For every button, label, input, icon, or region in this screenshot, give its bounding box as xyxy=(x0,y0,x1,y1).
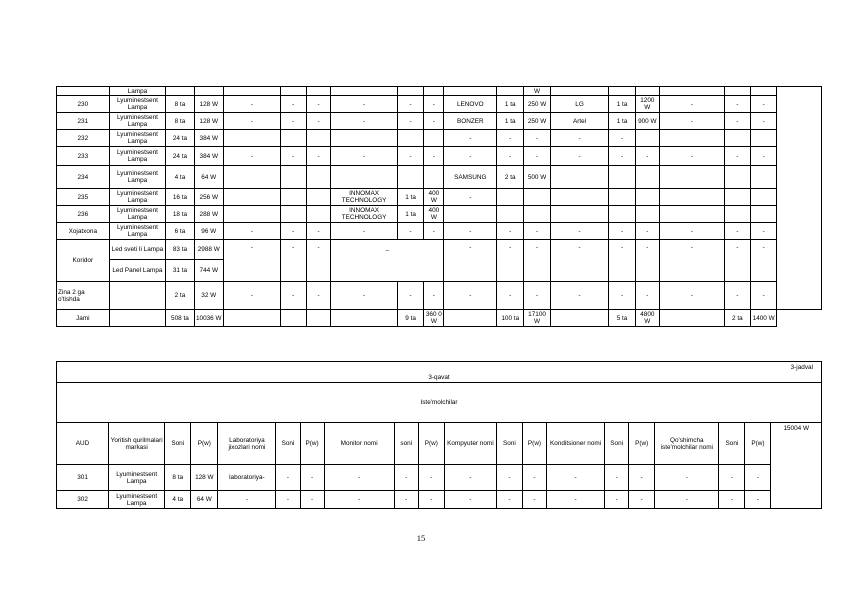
table-cell: Laboratoriya jixozlari nomi xyxy=(218,423,276,465)
table-cell: Soni xyxy=(165,423,191,465)
table-cell: - xyxy=(280,223,306,240)
table-cell: - xyxy=(444,465,496,491)
table-cell: - xyxy=(424,113,444,130)
table-cell: AUD xyxy=(57,423,109,465)
table-cell: 2 ta xyxy=(724,310,750,327)
table-cell: - xyxy=(635,282,659,310)
table-cell: - xyxy=(724,282,750,310)
table-cell: - xyxy=(306,147,330,166)
table-cell: - xyxy=(496,465,522,491)
table-cell: - xyxy=(280,240,306,282)
table-cell: Monitor nomi xyxy=(324,423,394,465)
table-cell: 1 ta xyxy=(397,206,423,223)
table-cell: - xyxy=(418,491,444,509)
table-cell: Lyuminestsent Lampa xyxy=(109,147,166,166)
table-cell xyxy=(550,310,609,327)
table-cell: - xyxy=(659,96,724,113)
table-cell: 15004 W xyxy=(771,423,822,509)
table-cell: 1 ta xyxy=(397,189,423,206)
table-cell: Koridor xyxy=(57,240,110,282)
table-row xyxy=(57,491,822,509)
table-cell xyxy=(444,206,497,223)
table-row xyxy=(57,130,822,147)
table-row xyxy=(57,87,822,96)
table-cell: 8 ta xyxy=(166,113,194,130)
table-cell xyxy=(635,166,659,189)
table-cell: 128 W xyxy=(194,113,223,130)
table-cell xyxy=(424,166,444,189)
table-cell: - xyxy=(223,240,280,282)
table-cell: 900 W xyxy=(635,113,659,130)
table-cell: - xyxy=(497,130,524,147)
table-cell: - xyxy=(331,96,398,113)
table-cell: 83 ta xyxy=(166,240,194,260)
table-cell: - xyxy=(418,465,444,491)
table-cell: - xyxy=(751,147,777,166)
table-cell: Soni xyxy=(496,423,522,465)
table-cell: 250 W xyxy=(524,113,550,130)
table-cell: 360 0 W xyxy=(424,310,444,327)
table-row xyxy=(57,383,822,423)
table-cell: - xyxy=(635,147,659,166)
table-cell: 400 W xyxy=(424,206,444,223)
table-cell: 128 W xyxy=(194,96,223,113)
table-cell: - xyxy=(300,491,324,509)
table-cell: - xyxy=(550,223,609,240)
table-cell: - xyxy=(751,240,777,282)
table-cell: INNOMAX TECHNOLOGY xyxy=(331,206,398,223)
table-cell: - xyxy=(751,223,777,240)
table-cell: - xyxy=(444,240,497,282)
table-cell xyxy=(109,310,166,327)
table-cell xyxy=(331,130,398,147)
table-row xyxy=(57,362,822,383)
section-title: Iste'molchilar xyxy=(57,383,822,423)
table-cell: - xyxy=(547,491,605,509)
table-cell: - xyxy=(497,282,524,310)
table-cell: - xyxy=(223,113,280,130)
table-cell: 2 ta xyxy=(497,166,524,189)
table-cell: 256 W xyxy=(194,189,223,206)
table-cell: - xyxy=(751,96,777,113)
table-cell: Lyuminestsent Lampa xyxy=(109,130,166,147)
table-cell: - xyxy=(324,491,394,509)
table-cell: 16 ta xyxy=(166,189,194,206)
table-cell xyxy=(223,130,280,147)
table-cell: 1 ta xyxy=(497,113,524,130)
table-cell: - xyxy=(223,147,280,166)
table-cell xyxy=(223,166,280,189)
table-cell: 8 ta xyxy=(165,465,191,491)
table-cell: Led sveti li Lampa xyxy=(109,240,166,260)
table-row xyxy=(57,206,822,223)
table-cell: - xyxy=(306,113,330,130)
table-cell: - xyxy=(497,240,524,282)
table-cell xyxy=(659,310,724,327)
table-cell: P(w) xyxy=(191,423,218,465)
table-cell xyxy=(331,166,398,189)
table-cell: - xyxy=(444,491,496,509)
table-cell: - xyxy=(424,147,444,166)
table-cell: - xyxy=(550,240,609,282)
table-cell: - xyxy=(306,282,330,310)
table-cell: - xyxy=(724,147,750,166)
table-cell: 4 ta xyxy=(165,491,191,509)
page-number: 15 xyxy=(416,533,426,543)
table-cell: 8 ta xyxy=(166,96,194,113)
table-cell: 2 ta xyxy=(166,282,194,310)
table-cell: - xyxy=(306,240,330,282)
table-cell: 24 ta xyxy=(166,147,194,166)
consumers-table-floor2 xyxy=(56,86,822,327)
table-cell: - xyxy=(659,223,724,240)
table-cell: - xyxy=(444,130,497,147)
table-cell: - xyxy=(444,223,497,240)
table-cell: - xyxy=(745,465,771,491)
table-cell xyxy=(635,206,659,223)
table-cell: 236 xyxy=(57,206,110,223)
table-cell: 1400 W xyxy=(751,310,777,327)
table-cell: Soni xyxy=(605,423,629,465)
table-row xyxy=(57,223,822,240)
table-cell xyxy=(280,130,306,147)
table-cell xyxy=(550,206,609,223)
table-cell: Lyuminestsent Lampa xyxy=(109,96,166,113)
table-cell: - xyxy=(394,491,418,509)
table-cell: 234 xyxy=(57,166,110,189)
table-cell: - xyxy=(424,282,444,310)
table-cell: Lyuminestsent Lampa xyxy=(109,465,165,491)
table-cell: - xyxy=(629,491,655,509)
table-cell: - xyxy=(609,240,635,282)
table-cell: _ xyxy=(331,240,444,282)
table-cell: 231 xyxy=(57,113,110,130)
table-cell xyxy=(751,130,777,147)
table-cell: Xojatxona xyxy=(57,223,110,240)
table-cell: - xyxy=(724,113,750,130)
table-cell: - xyxy=(397,223,423,240)
table-cell: 17100 W xyxy=(524,310,550,327)
table-cell xyxy=(280,310,306,327)
table-row xyxy=(57,147,822,166)
table-cell: - xyxy=(719,491,745,509)
table-cell xyxy=(280,166,306,189)
table-cell: - xyxy=(524,240,550,282)
table-cell xyxy=(444,310,497,327)
table-cell xyxy=(280,189,306,206)
table-cell xyxy=(397,166,423,189)
table-cell: 1 ta xyxy=(609,113,635,130)
table-caption: 3-jadval xyxy=(790,364,813,371)
table-cell xyxy=(609,166,635,189)
table-cell: - xyxy=(444,282,497,310)
table-cell: soni xyxy=(394,423,418,465)
table-cell: 2988 W xyxy=(194,240,223,260)
table-cell: - xyxy=(223,223,280,240)
table-cell: P(w) xyxy=(300,423,324,465)
table-cell xyxy=(724,189,750,206)
table-cell: - xyxy=(751,113,777,130)
table-row xyxy=(57,465,822,491)
table-cell: - xyxy=(605,491,629,509)
table-cell: 232 xyxy=(57,130,110,147)
table-cell xyxy=(306,310,330,327)
table-cell: 1 ta xyxy=(609,96,635,113)
table-cell: Qo'shimcha iste'molchilar nomi xyxy=(655,423,719,465)
table-cell: - xyxy=(306,96,330,113)
table-cell: P(w) xyxy=(418,423,444,465)
table-cell: - xyxy=(547,465,605,491)
table-cell: - xyxy=(522,491,546,509)
table-cell: - xyxy=(394,465,418,491)
table-cell: - xyxy=(724,240,750,282)
table-cell xyxy=(659,189,724,206)
table-cell: Jami xyxy=(57,310,110,327)
table-cell xyxy=(609,189,635,206)
table-cell: 384 W xyxy=(194,130,223,147)
table-cell: 302 xyxy=(57,491,109,509)
table-cell: 5 ta xyxy=(609,310,635,327)
table-cell: - xyxy=(280,147,306,166)
table-cell: - xyxy=(424,223,444,240)
table-cell: P(w) xyxy=(522,423,546,465)
table-cell: - xyxy=(524,223,550,240)
table-cell: - xyxy=(223,96,280,113)
table-cell: - xyxy=(550,282,609,310)
table-cell: - xyxy=(324,465,394,491)
table-cell: - xyxy=(276,465,300,491)
table-cell: - xyxy=(280,113,306,130)
table-cell: - xyxy=(444,147,497,166)
table-cell xyxy=(397,130,423,147)
table-cell xyxy=(306,206,330,223)
table-cell: 24 ta xyxy=(166,130,194,147)
table-cell: - xyxy=(635,223,659,240)
table-cell: Lyuminestsent Lampa xyxy=(109,491,165,509)
table-cell: - xyxy=(719,465,745,491)
table-cell xyxy=(223,206,280,223)
table-row xyxy=(57,189,822,206)
table-cell: - xyxy=(635,240,659,282)
table-cell: - xyxy=(724,223,750,240)
table-cell xyxy=(751,206,777,223)
table-cell: - xyxy=(655,491,719,509)
table-cell: 500 W xyxy=(524,166,550,189)
table-cell: Led Panel Lampa xyxy=(109,260,166,282)
table-row xyxy=(57,282,822,310)
table-cell: LENOVO xyxy=(444,96,497,113)
table-cell: Soni xyxy=(719,423,745,465)
table-cell: - xyxy=(609,282,635,310)
table-cell: 96 W xyxy=(194,223,223,240)
table-cell xyxy=(424,130,444,147)
table-cell: - xyxy=(609,223,635,240)
table-cell: - xyxy=(300,465,324,491)
table-cell: W xyxy=(524,87,550,96)
table-cell: - xyxy=(745,491,771,509)
table-cell: LG xyxy=(550,96,609,113)
table-cell xyxy=(659,206,724,223)
table-cell: - xyxy=(424,96,444,113)
table-cell: - xyxy=(496,491,522,509)
table-cell: - xyxy=(659,282,724,310)
table-cell: - xyxy=(280,96,306,113)
table-cell xyxy=(635,189,659,206)
table-cell xyxy=(306,166,330,189)
table-cell: 9 ta xyxy=(397,310,423,327)
table-cell: 18 ta xyxy=(166,206,194,223)
table-cell: 400 W xyxy=(424,189,444,206)
table-cell: 250 W xyxy=(524,96,550,113)
table-row xyxy=(57,240,822,260)
table-cell xyxy=(659,166,724,189)
table-cell: 1 ta xyxy=(497,96,524,113)
table-cell: 6 ta xyxy=(166,223,194,240)
table-cell: - xyxy=(609,147,635,166)
table-cell xyxy=(524,189,550,206)
table-cell: - xyxy=(397,113,423,130)
table-cell: 744 W xyxy=(194,260,223,282)
table-cell xyxy=(550,189,609,206)
table-cell: - xyxy=(497,147,524,166)
table-cell: - xyxy=(629,465,655,491)
table-cell xyxy=(751,189,777,206)
table-cell xyxy=(306,130,330,147)
table-cell: - xyxy=(444,189,497,206)
table-cell xyxy=(524,206,550,223)
table-cell: - xyxy=(524,282,550,310)
table-cell: - xyxy=(223,282,280,310)
table-cell: - xyxy=(659,147,724,166)
table-cell: 4 ta xyxy=(166,166,194,189)
table-cell: 64 W xyxy=(194,166,223,189)
table-cell: - xyxy=(659,113,724,130)
table-cell: 100 ta xyxy=(497,310,524,327)
table-cell: Soni xyxy=(276,423,300,465)
table-cell: SAMSUNG xyxy=(444,166,497,189)
table-cell: Lampa xyxy=(109,87,166,96)
table-cell: - xyxy=(397,282,423,310)
table-cell: Yoritish qurilmalari markasi xyxy=(109,423,165,465)
table-cell: 384 W xyxy=(194,147,223,166)
table-row xyxy=(57,96,822,113)
table-cell: 128 W xyxy=(191,465,218,491)
table-cell: 233 xyxy=(57,147,110,166)
table-cell: P(w) xyxy=(629,423,655,465)
consumers-table-floor3 xyxy=(56,361,822,509)
table-cell: 64 W xyxy=(191,491,218,509)
table-cell: 508 ta xyxy=(166,310,194,327)
table-cell: 288 W xyxy=(194,206,223,223)
table-cell xyxy=(497,206,524,223)
table-cell: - xyxy=(524,147,550,166)
table-cell: Lyuminestsent Lampa xyxy=(109,113,166,130)
table-cell xyxy=(724,206,750,223)
table-cell: - xyxy=(497,223,524,240)
table-cell: - xyxy=(609,130,635,147)
table-row xyxy=(57,166,822,189)
table-cell: Lyuminestsent Lampa xyxy=(109,206,166,223)
table-cell xyxy=(497,189,524,206)
table-cell: BONZER xyxy=(444,113,497,130)
table-cell xyxy=(223,310,280,327)
table-cell xyxy=(331,310,398,327)
table-cell: 32 W xyxy=(194,282,223,310)
table-cell xyxy=(306,189,330,206)
table-cell: Zina 2 ga o'tishda xyxy=(57,282,110,310)
table-row xyxy=(57,310,822,327)
table-cell: Lyuminestsent Lampa xyxy=(109,223,166,240)
table-row xyxy=(57,423,822,465)
table-cell: - xyxy=(218,491,276,509)
table-cell: 1200 W xyxy=(635,96,659,113)
table-cell: - xyxy=(331,282,398,310)
table-cell: 230 xyxy=(57,96,110,113)
table-cell: Lyuminestsent Lampa xyxy=(109,166,166,189)
table-cell: - xyxy=(550,147,609,166)
table-cell: 301 xyxy=(57,465,109,491)
table-cell xyxy=(550,166,609,189)
table-cell: - xyxy=(524,130,550,147)
table-cell: - xyxy=(605,465,629,491)
table-cell xyxy=(635,130,659,147)
table-cell: - xyxy=(655,465,719,491)
table-cell: Lyuminestsent Lampa xyxy=(109,189,166,206)
table-cell: 235 xyxy=(57,189,110,206)
table-row xyxy=(57,113,822,130)
table-cell: 31 ta xyxy=(166,260,194,282)
table-cell: - xyxy=(659,240,724,282)
table-cell xyxy=(659,130,724,147)
table-cell: - xyxy=(331,223,398,240)
table-cell: 4800 W xyxy=(635,310,659,327)
table-cell: - xyxy=(276,491,300,509)
table-cell xyxy=(609,206,635,223)
table-cell xyxy=(724,166,750,189)
table-cell: INNOMAX TECHNOLOGY xyxy=(331,189,398,206)
table-cell: Kompyuter nomi xyxy=(444,423,496,465)
table-cell: - xyxy=(331,113,398,130)
table-cell: - xyxy=(331,147,398,166)
floor-title: 3-qavat xyxy=(428,374,450,381)
table-cell: Konditsioner nomi xyxy=(547,423,605,465)
table-cell: - xyxy=(397,96,423,113)
table-cell: - xyxy=(306,223,330,240)
table-cell: - xyxy=(522,465,546,491)
table-cell xyxy=(280,206,306,223)
table-cell: - xyxy=(751,282,777,310)
table-cell xyxy=(724,130,750,147)
table-cell xyxy=(109,282,166,310)
table-cell: - xyxy=(724,96,750,113)
table-cell: - xyxy=(397,147,423,166)
table-cell: P(w) xyxy=(745,423,771,465)
table-cell: - xyxy=(280,282,306,310)
table-cell xyxy=(223,189,280,206)
table-cell: 10036 W xyxy=(194,310,223,327)
table-cell: laboratoriya- xyxy=(218,465,276,491)
table-cell xyxy=(751,166,777,189)
table-cell: - xyxy=(550,130,609,147)
table-cell: Artel xyxy=(550,113,609,130)
